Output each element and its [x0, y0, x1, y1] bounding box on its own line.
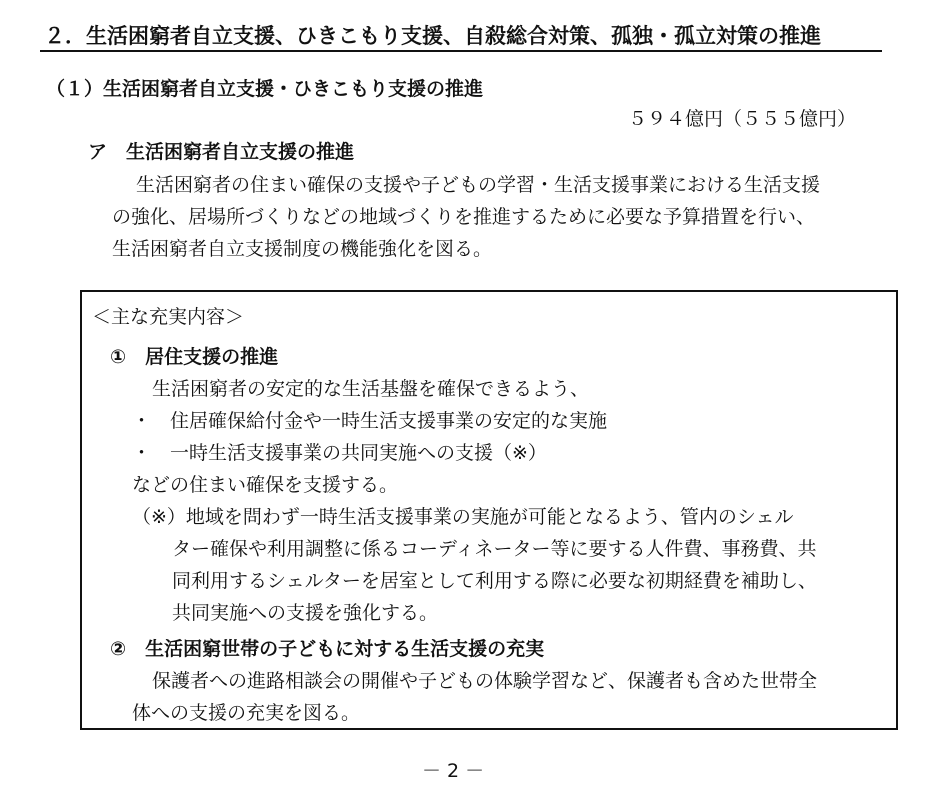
item2-body-line: 体への支援の充実を図る。 [132, 702, 361, 724]
item2-body-line: 保護者への進路相談会の開催や子どもの体験学習など、保護者も含めた世帯全 [152, 670, 818, 692]
item1-title: ① 居住支援の推進 [110, 346, 279, 368]
item-a-body-line: の強化、居場所づくりなどの地域づくりを推進するために必要な予算措置を行い、 [112, 206, 816, 228]
box-header: ＜主な充実内容＞ [92, 306, 245, 328]
item1-closing: などの住まい確保を支援する。 [132, 474, 399, 496]
sub-heading: （１）生活困窮者自立支援・ひきこもり支援の推進 [46, 78, 484, 100]
item-a-title: ア 生活困窮者自立支援の推進 [88, 141, 355, 163]
item1-bullet: ・ 住居確保給付金や一時生活支援事業の安定的な実施 [132, 410, 608, 432]
item1-note-line: ター確保や利用調整に係るコーディネーター等に要する人件費、事務費、共 [172, 538, 817, 560]
item1-note-line: 共同実施への支援を強化する。 [172, 602, 439, 624]
heading-underline [40, 50, 882, 52]
item2-title: ② 生活困窮世帯の子どもに対する生活支援の充実 [110, 638, 545, 660]
item1-note-line: （※）地域を問わず一時生活支援事業の実施が可能となるよう、管内のシェル [132, 506, 794, 528]
page-number: － 2 － [422, 760, 485, 782]
item-a-body-line: 生活困窮者自立支援制度の機能強化を図る。 [112, 238, 493, 260]
item1-note-line: 同利用するシェルターを居室として利用する際に必要な初期経費を補助し、 [172, 570, 817, 592]
item-a-body-line: 生活困窮者の住まい確保の支援や子どもの学習・生活支援事業における生活支援 [136, 174, 821, 196]
item1-bullet: ・ 一時生活支援事業の共同実施への支援（※） [132, 442, 547, 464]
section-heading: ２．生活困窮者自立支援、ひきこもり支援、自殺総合対策、孤独・孤立対策の推進 [44, 24, 821, 48]
item1-intro: 生活困窮者の安定的な生活基盤を確保できるよう、 [152, 378, 590, 400]
budget-amount: ５９４億円（５５５億円） [628, 108, 857, 130]
